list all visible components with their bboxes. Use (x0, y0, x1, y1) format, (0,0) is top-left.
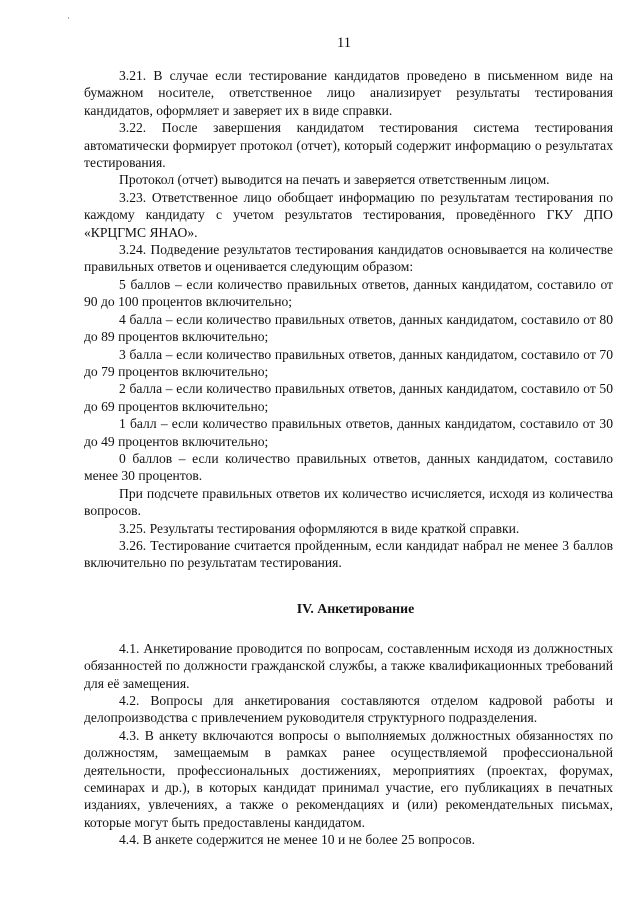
score-3-item: 3 балла – если количество правильных ответов, данных кандидатом, составило от 70 до 79 процентов включительно; (84, 346, 613, 379)
score-5-item: 5 баллов – если количество правильных ответов, данных кандидатом, составило от 90 до 100 процентов включительно; (84, 276, 613, 310)
score-1-item: 1 балл – если количество правильных ответов, данных кандидатом, составило от 30 до 49 процентов включительно; (84, 416, 613, 449)
section-title: IV. Анкетирование (296, 600, 415, 616)
paragraph-protocol-print: Протокол (отчет) выводится на печать и заверяется ответственным лицом. (119, 172, 550, 188)
paragraph-4-3: 4.3. В анкету включаются вопросы о выполняемых должностных обязанностях по должностям, замещаемым в рамках ранее осуществляемой профессиональной деятельности, профессиональных достижениях, мероприятиях (проектах, форумах, семинарах и др.), в которых кандидат принимал участие, его публикациях в печатных изданиях, увлечениях, а также о рекомендациях и (или) рекомендательных письмах, которые могут быть предоставлены кандидатом. (84, 727, 613, 830)
paragraph-3-24: 3.24. Подведение результатов тестирования кандидатов основывается на количестве правильных ответов и оценивается следующим образом: (84, 242, 613, 275)
page-number: 11 (337, 35, 351, 51)
corner-mark: · (67, 13, 70, 23)
paragraph-3-26: 3.26. Тестирование считается пройденным, если кандидат набрал не менее 3 баллов включительно по результатам тестирования. (84, 537, 613, 571)
score-0-item: 0 баллов – если количество правильных ответов, данных кандидатом, составило менее 30 процентов. (84, 450, 613, 484)
paragraph-counting-note: При подсчете правильных ответов их количество исчисляется, исходя из количества вопросов. (84, 485, 613, 519)
document-body (84, 67, 613, 849)
score-2-item: 2 балла – если количество правильных ответов, данных кандидатом, составило от 50 до 69 процентов включительно; (84, 381, 613, 414)
score-4-item: 4 балла – если количество правильных ответов, данных кандидатом, составило от 80 до 89 процентов включительно; (84, 311, 613, 345)
paragraph-4-1: 4.1. Анкетирование проводится по вопросам, составленным исходя из должностных обязанностей по должности гражданской службы, а также квалификационных требований для её замещения. (84, 640, 613, 691)
paragraph-3-23: 3.23. Ответственное лицо обобщает информацию по результатам тестирования по каждому кандидату с учетом результатов тестирования, проведённого ГКУ ДПО «КРЦГМС ЯНАО». (84, 189, 613, 240)
paragraph-3-22: 3.22. После завершения кандидатом тестирования система тестирования автоматически формирует протокол (отчет), который содержит информацию о результатах тестирования. (84, 120, 613, 171)
paragraph-3-21: 3.21. В случае если тестирование кандидатов проведено в письменном виде на бумажном носителе, ответственное лицо анализирует результаты тестирования кандидатов, оформляет и заверяет их в виде справки. (84, 68, 613, 118)
paragraph-3-25: 3.25. Результаты тестирования оформляются в виде краткой справки. (119, 520, 520, 536)
paragraph-4-2: 4.2. Вопросы для анкетирования составляются отделом кадровой работы и делопроизводства с привлечением руководителя структурного подразделения. (84, 693, 613, 726)
paragraph-4-4: 4.4. В анкете содержится не менее 10 и не более 25 вопросов. (119, 832, 476, 848)
